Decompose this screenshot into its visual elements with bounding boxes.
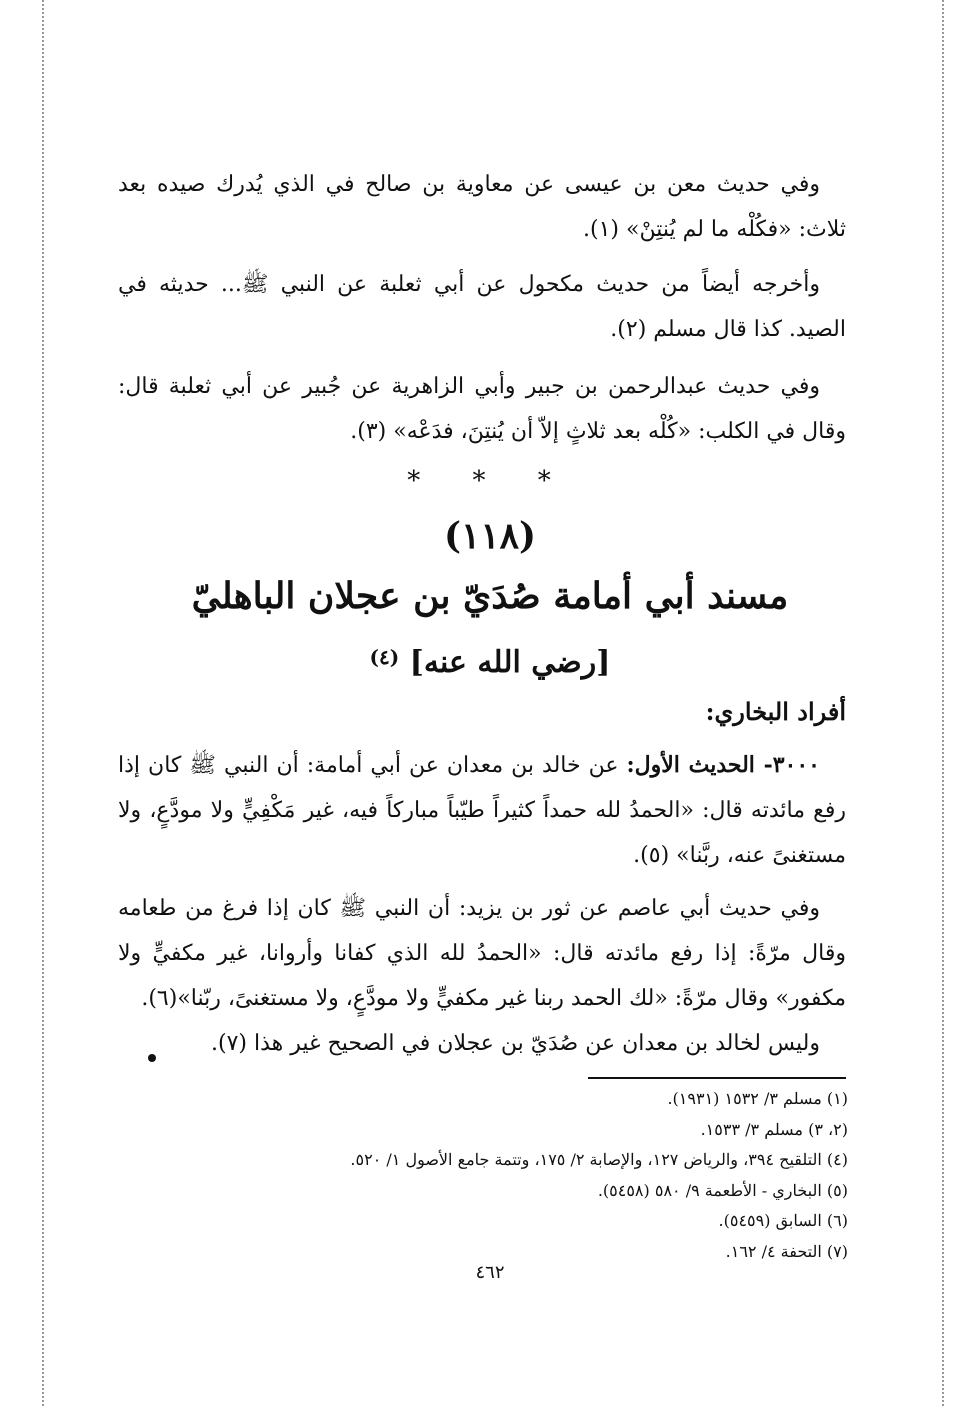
right-dotted-margin — [942, 0, 944, 1406]
hadith-3000-text: عن خالد بن معدان عن أبي أمامة: أن النبي ﷺ كان إذا رفع مائدته قال: «الحمدُ لله حمداً كثيراً طيّباً مباركاً فيه، غير مَكْفِيٍّ ولا مودَّعٍ، ولا مستغنىً عنه، ربَّنا» (٥). — [118, 753, 846, 868]
footnote-rule — [588, 1077, 846, 1079]
bottom-paragraphs — [118, 743, 846, 1066]
hadith-3000 — [118, 743, 846, 878]
paragraph-maan-hadith: وفي حديث معن بن عيسى عن معاوية بن صالح في الذي يُدرك صيده بعد ثلاث: «فكُلْه ما لم يُنتِنْ» (١). — [118, 172, 846, 242]
subtitle-text: [رضي الله عنه] — [409, 645, 611, 680]
paragraph-makhul-hadith: وأخرجه أيضاً من حديث مكحول عن أبي ثعلبة عن النبي ﷺ... حديثه في الصيد. كذا قال مسلم (٢). — [118, 272, 846, 342]
chapter-number: (١١٨) — [443, 515, 537, 557]
top-paragraphs — [118, 162, 846, 454]
footnote-7: (٧) التحفة ٤/ ١٦٢. — [725, 1241, 848, 1261]
chapter-title: مسند أبي أمامة صُدَيّ بن عجلان الباهليّ — [191, 575, 789, 617]
footnote-4: (٤) التلقيح ٣٩٤، والرياض ١٢٧، والإصابة ٢/ ١٧٥، وتتمة جامع الأصول ١/ ٥٢٠. — [350, 1150, 848, 1169]
hadith-number: ٣٠٠٠- الحديث الأول: — [626, 752, 820, 778]
footnote-2-3: (٢، ٣) مسلم ٣/ ١٥٣٣. — [700, 1119, 848, 1139]
footnote-5: (٥) البخاري - الأطعمة ٩/ ٥٨٠ (٥٤٥٨). — [597, 1180, 848, 1200]
paragraph-abu-asim-hadith: وفي حديث أبي عاصم عن ثور بن يزيد: أن النبي ﷺ كان إذا فرغ من طعامه وقال مرّةً: إذا رفع مائدته قال: «الحمدُ لله الذي كفانا وأروانا، غير مكفيٍّ ولا مكفور» وقال مرّةً: «لك الحمد ربنا غير مكفيٍّ ولا مودَّعٍ، ولا مستغنىً، ربّنا»(٦). — [118, 896, 846, 1011]
footnotes — [260, 1084, 848, 1267]
subtitle-footnote-ref: (٤) — [369, 645, 400, 669]
left-dotted-margin — [42, 0, 44, 1406]
chapter-subtitle — [300, 645, 680, 680]
section-separator: * * * — [407, 466, 573, 496]
margin-dot — [148, 1054, 156, 1062]
section-heading: أفراد البخاري: — [705, 697, 846, 726]
footnote-6: (٦) السابق (٥٤٥٩). — [718, 1211, 848, 1230]
footnote-1: (١) مسلم ٣/ ١٥٣٢ (١٩٣١). — [667, 1089, 848, 1108]
paragraph-closing-note: وليس لخالد بن معدان عن صُدَيّ بن عجلان في الصحيح غير هذا (٧). — [211, 1031, 820, 1056]
paragraph-dog-hadith: وفي حديث عبدالرحمن بن جبير وأبي الزاهرية عن جُبير عن أبي ثعلبة قال: وقال في الكلب: «كُلْه بعد ثلاثٍ إلاّ أن يُنتِنَ، فدَعْه» (٣). — [118, 374, 846, 444]
page-number: ٤٦٢ — [475, 1262, 505, 1283]
